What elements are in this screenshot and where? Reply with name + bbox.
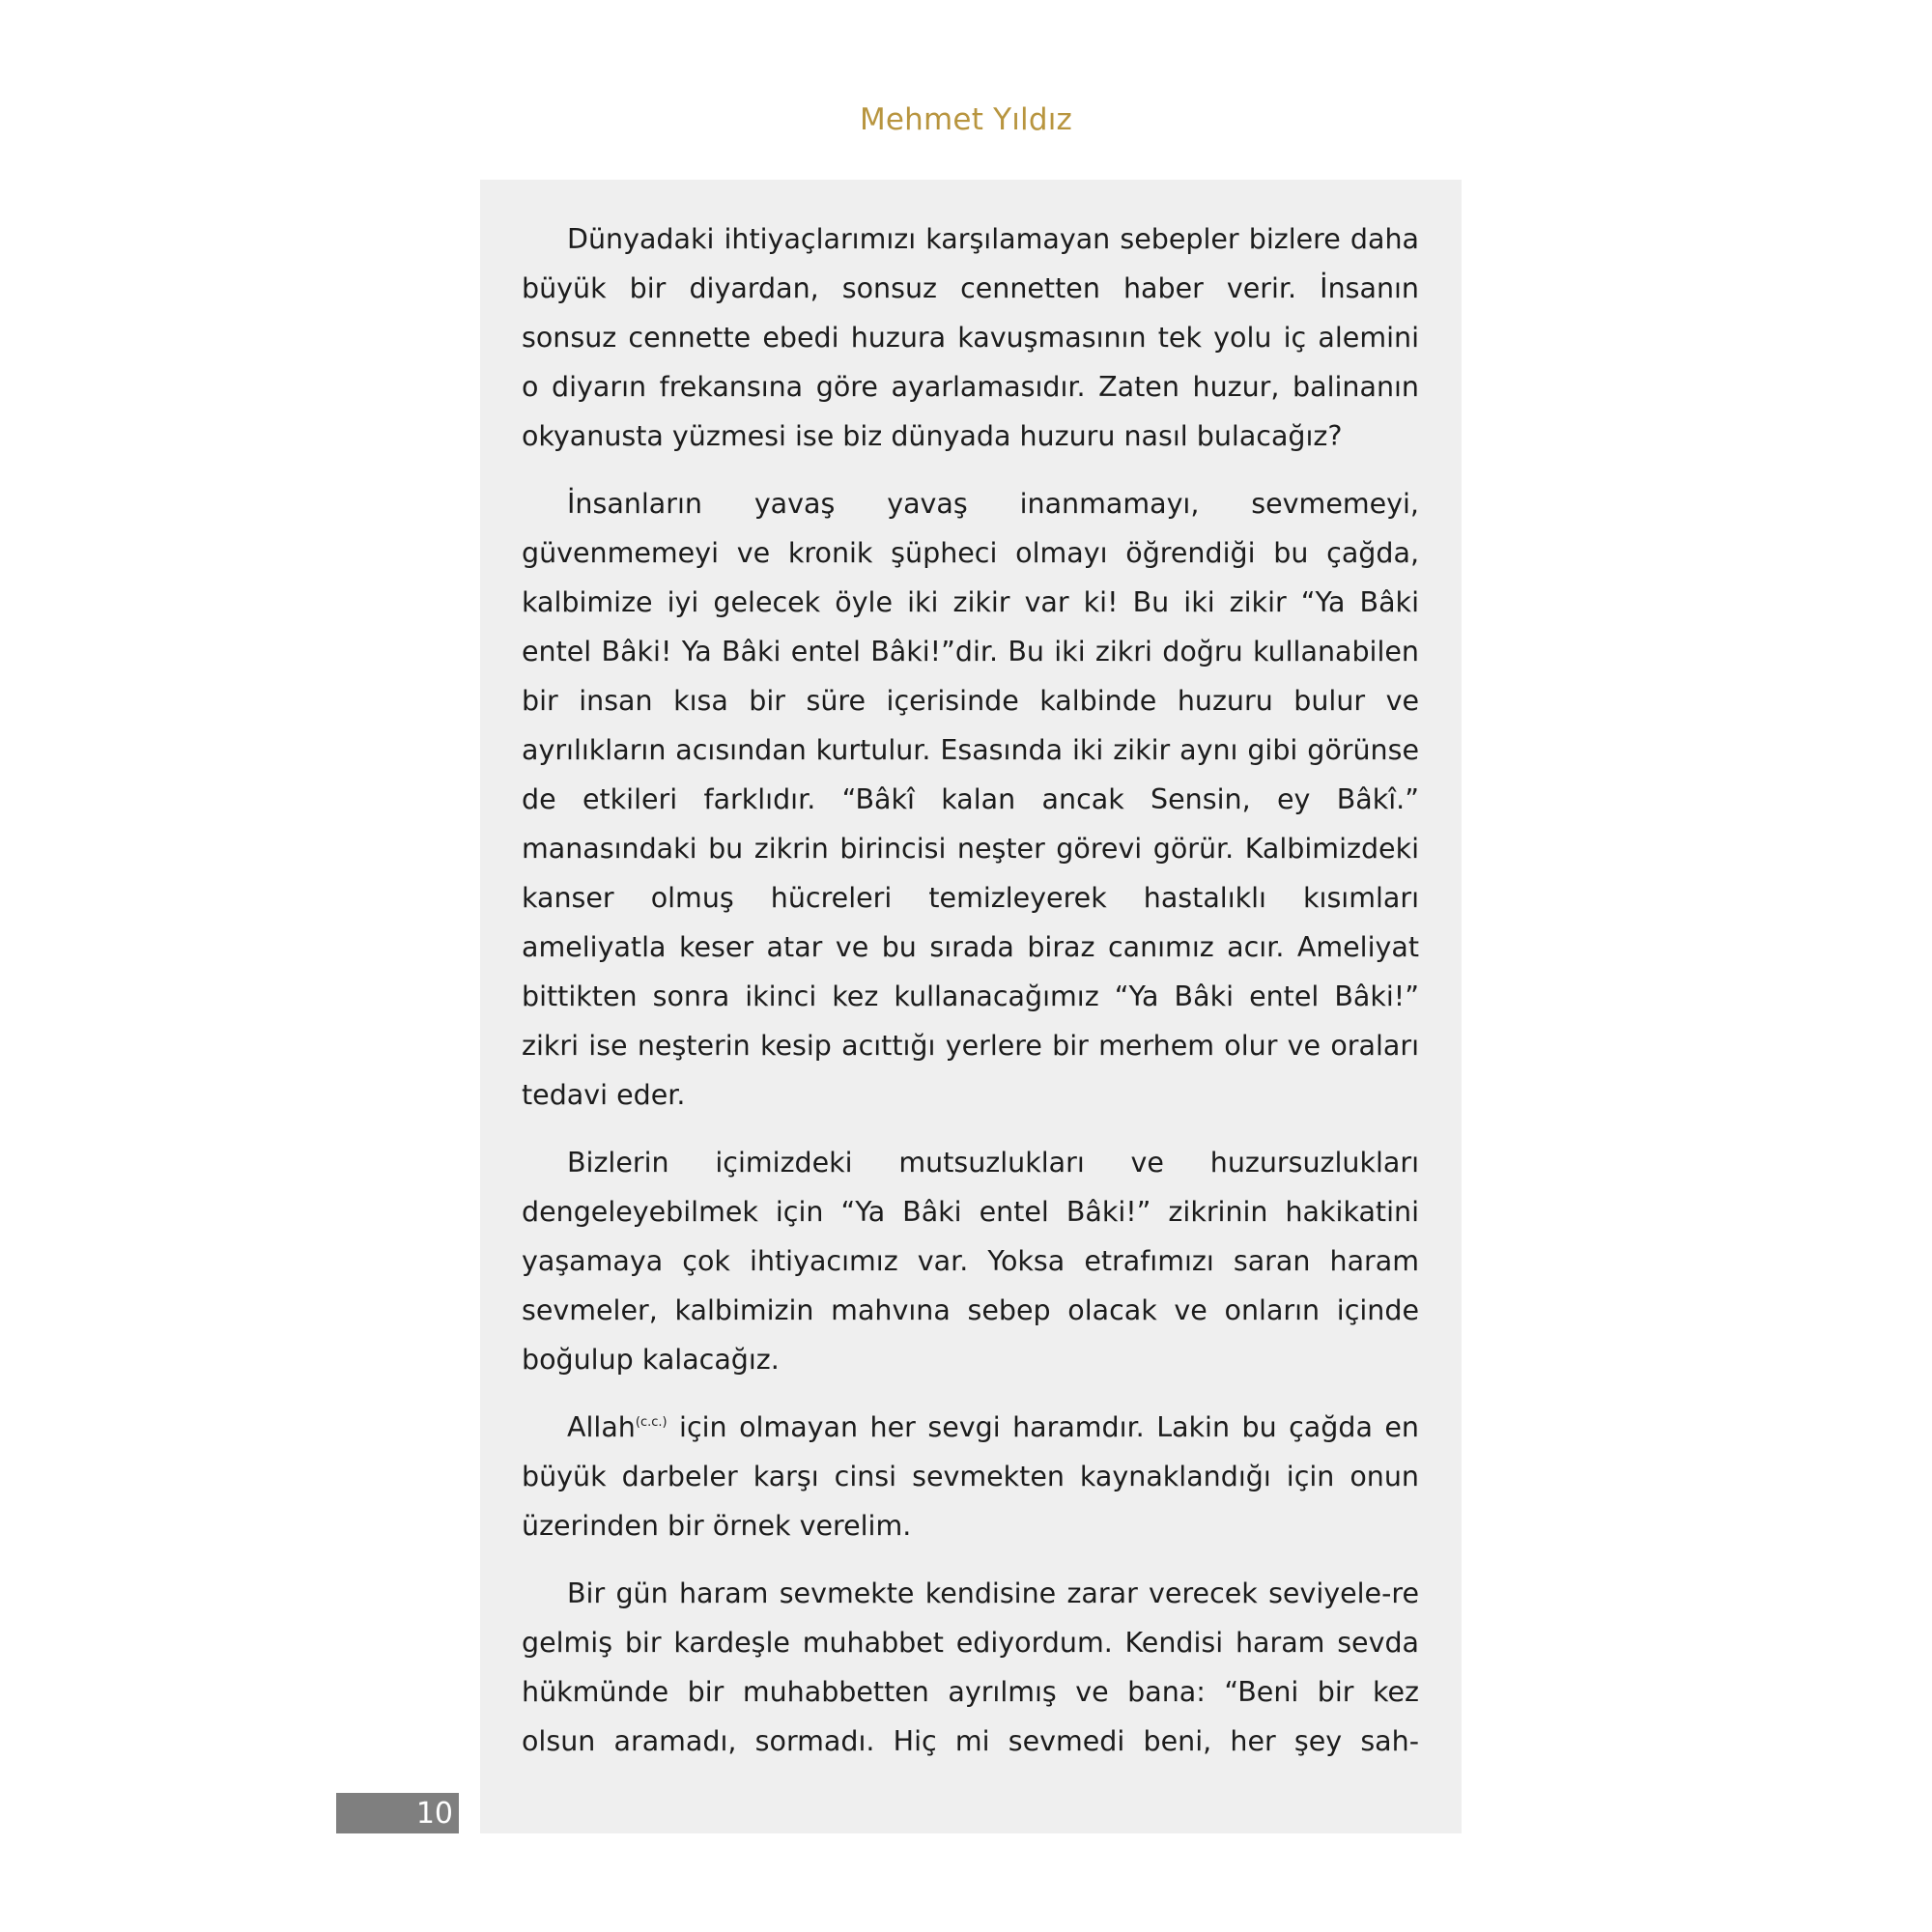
paragraph-1: Dünyadaki ihtiyaçlarımızı karşılamayan sebepler bizlere daha büyük bir diyardan, sonsuz cennetten haber verir. İnsanın sonsuz cennette ebedi huzura kavuşmasının tek yolu iç alemini o diyarın frekansına göre ayarlamasıdır. Zaten huzur, balinanın okyanusta yüzmesi ise biz dünyada huzuru nasıl bulacağız? [522,223,1419,452]
honorific-superscript: (c.c.) [635,1415,668,1430]
paragraph-4-rest: için olmayan her sevgi haramdır. Lakin bu çağda en büyük darbeler karşı cinsi sevmekten kaynaklandığı için onun üzerinden bir örnek verelim. [522,1411,1419,1542]
paragraph-2: İnsanların yavaş yavaş inanmamayı, sevmemeyi, güvenmemeyi ve kronik şüpheci olmayı öğrendiği bu çağda, kalbimize iyi gelecek öyle iki zikir var ki! Bu iki zikir “Ya Bâki entel Bâki! Ya Bâki entel Bâki!”dir. Bu iki zikri doğru kullanabilen bir insan kısa bir süre içerisinde kalbinde huzuru bulur ve ayrılıkların acısından kurtulur. Esasında iki zikir aynı gibi görünse de etkileri farklıdır. “Bâkî kalan ancak Sensin, ey Bâkî.” manasındaki bu zikrin birincisi neşter görevi görür. Kalbimizdeki kanser olmuş hücreleri temizleyerek hastalıklı kısımları ameliyatla keser atar ve bu sırada biraz canımız acır. Ameliyat bittikten sonra ikinci kez kullanacağımız “Ya Bâki entel Bâki!” zikri ise neşterin kesip acıttığı yerlere bir merhem olur ve oraları tedavi eder. [522,488,1419,1111]
body-text [522,214,1419,1784]
paragraph-4 [522,1403,1419,1550]
allah-word: Allah [567,1411,636,1443]
running-head-author: Mehmet Yıldız [859,102,1073,137]
paragraph-3: Bizlerin içimizdeki mutsuzlukları ve huzursuzlukları dengeleyebilmek için “Ya Bâki entel Bâki!” zikrinin hakikatini yaşamaya çok ihtiyacımız var. Yoksa etrafımızı saran haram sevmeler, kalbimizin mahvına sebep olacak ve onların içinde boğulup kalacağız. [522,1147,1419,1376]
page-number: 10 [336,1793,459,1833]
paragraph-5: Bir gün haram sevmekte kendisine zarar verecek seviyele-re gelmiş bir kardeşle muhabbet ediyordum. Kendisi haram sevda hükmünde bir muhabbetten ayrılmış ve bana: “Beni bir kez olsun aramadı, sormadı. Hiç mi sevmedi beni, her şey sah- [522,1577,1419,1757]
text-panel [480,180,1462,1833]
